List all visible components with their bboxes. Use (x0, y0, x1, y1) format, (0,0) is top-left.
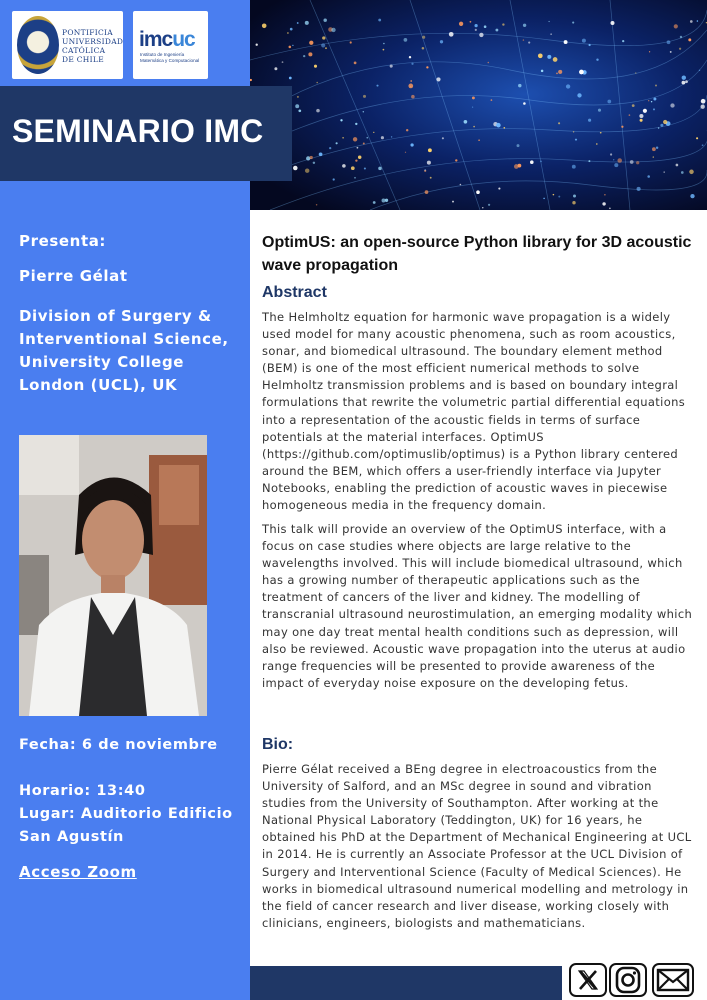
imc-logo-part: imc (139, 28, 173, 51)
imc-logo-subtitle: Instituto de Ingeniería Matemática y Computacional (140, 52, 200, 63)
bio-heading: Bio: (262, 736, 294, 753)
imc-logo-part-uc: uc (172, 28, 195, 51)
abstract-paragraph-1: The Helmholtz equation for harmonic wave propagation is a widely used model for many acoustic phenomena, such as room acoustics, sonar, and biomedical ultrasound. The boundary element method (BEM) is one of the most efficient numerical methods to solve Helmholtz transmission problems and is based on boundary integral formulations that rewrite the volumetric partial differential equations into a representation of the acoustic fields in terms of surface potentials at the material interfaces. OptimUS (https://github.com/optimuslib/optimus) is a Python library centered around the BEM, which offers a user-friendly interface via Jupyter Notebooks, enabling the prediction of acoustic waves in piecewise homogeneous media in the frequency domain. (262, 310, 686, 513)
event-time: Horario: 13:40 (19, 783, 146, 799)
presenta-label: Presenta: (19, 232, 107, 250)
envelope-icon (654, 965, 692, 995)
abstract-paragraph-2: This talk will provide an overview of the OptimUS interface, with a focus on case studies where objects are large relative to the wavelengths involved. This will include biomedical ultrasound, which has a growing number of therapeutic applications such as the treatment of cancers of the liver and kidney. The modelling of transcranial ultrasound neurostimulation, an emerging modality which may one day treat mental health conditions such as depression, will also be reviewed. Acoustic wave propagation into the uterus at audio range frequencies will be presented to provide awareness of the impact of everyday noise exposure on the developing fetus. (262, 522, 693, 690)
uc-seal-icon (17, 16, 59, 74)
x-logo-icon (571, 965, 605, 995)
uc-logo-text: PONTIFICIA UNIVERSIDAD CATÓLICA DE CHILE (62, 28, 124, 64)
page-title: SEMINARIO IMC (12, 113, 264, 149)
event-location: Lugar: Auditorio Edificio San Agustín (19, 806, 233, 845)
event-date: Fecha: 6 de noviembre (19, 737, 218, 753)
x-icon[interactable] (569, 963, 607, 997)
network-graphic (250, 0, 707, 210)
speaker-portrait-icon (19, 435, 207, 716)
footer-bar (250, 966, 562, 1000)
speaker-affiliation: Division of Surgery & Interventional Science, University College London (UCL), UK (19, 307, 229, 394)
zoom-link[interactable]: Acceso Zoom (19, 863, 137, 881)
hero-network-image (250, 0, 707, 210)
instagram-icon[interactable] (609, 963, 647, 997)
imc-logo (133, 11, 208, 79)
instagram-logo-icon (611, 965, 645, 995)
speaker-name: Pierre Gélat (19, 267, 128, 285)
uc-logo (12, 11, 123, 79)
title-band (0, 86, 292, 181)
mail-icon[interactable] (652, 963, 694, 997)
abstract-heading: Abstract (262, 284, 327, 301)
talk-title: OptimUS: an open-source Python library for 3D acoustic wave propagation (262, 234, 692, 274)
speaker-photo (19, 435, 207, 716)
imc-logo-word (139, 28, 195, 52)
bio-text: Pierre Gélat received a BEng degree in electroacoustics from the University of Salford, and an MSc degree in sound and vibration studies from the University of Southampton. After working at the National Physical Laboratory (Teddington, UK) for 16 years, he obtained his PhD at the Department of Mechanical Engineering at UCL in 2014. He is currently an Associate Professor at the UCL Division of Surgery and Interventional Science (Faculty of Medical Sciences). He works in biomedical ultrasound numerical modelling and metrology in the field of cancer research and liver disease, working closely with clinicians, engineers, biologists and mathematicians. (262, 762, 692, 930)
